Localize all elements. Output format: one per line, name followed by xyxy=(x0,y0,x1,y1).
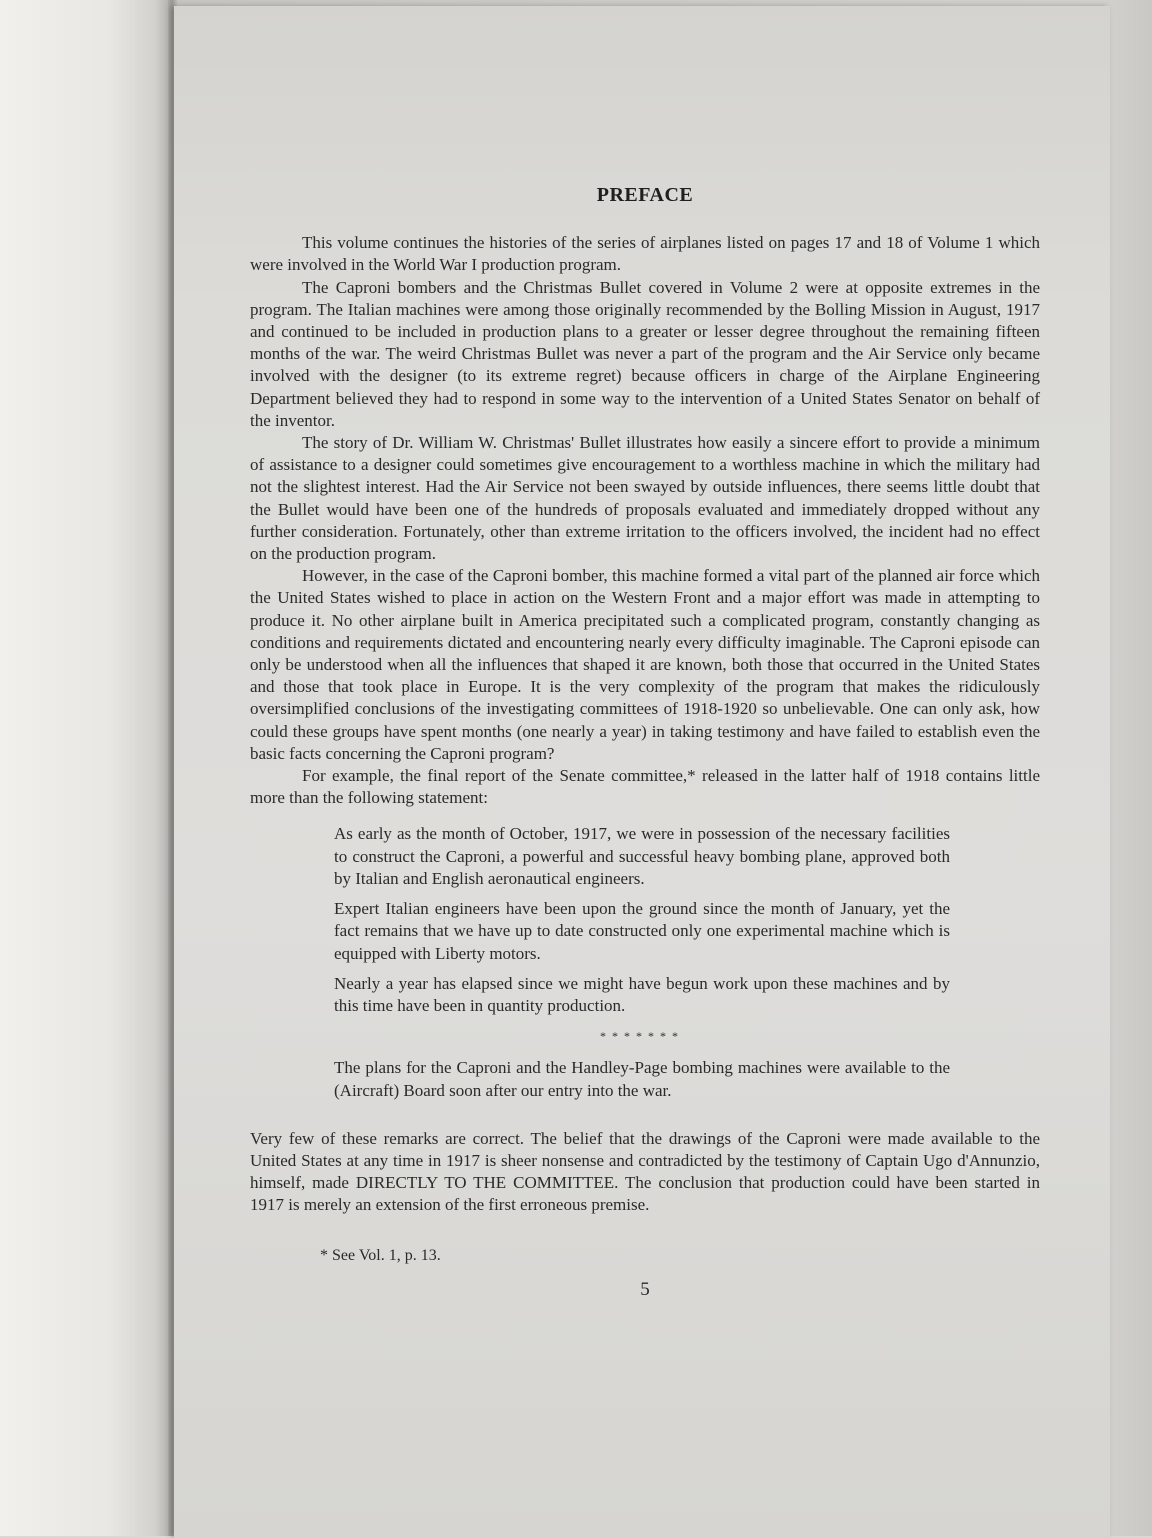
footnote: * See Vol. 1, p. 13. xyxy=(320,1246,441,1264)
paragraph: The Caproni bombers and the Christmas Bullet covered in Volume 2 were at opposite extremes in the program. The Italian machines were among those originally recommended by the Bolling Mission in August, 1917 and continued to be included in production plans to a greater or lesser degree throughout the remaining fifteen months of the war. The weird Christmas Bullet was never a part of the program and the Air Service only became involved with the designer (to its extreme regret) because officers in charge of the Airplane Engineering Department believed they had to respond in some way to the intervention of a United States Senator on behalf of the inventor. xyxy=(250,277,1040,430)
paragraph: This volume continues the histories of the series of airplanes listed on pages 17 and 18 of Volume 1 which were involved in the World War I production program. xyxy=(250,233,1040,275)
quote-paragraph: Expert Italian engineers have been upon the ground since the month of January, yet the fact remains that we have up to date constructed only one experimental machine which is equipped with Liberty motors. xyxy=(334,899,950,963)
quote-paragraph: Nearly a year has elapsed since we might have begun work upon these machines and by this time have been in quantity production. xyxy=(334,973,950,1015)
section-break-stars: ******* xyxy=(600,1029,684,1044)
paragraph: However, in the case of the Caproni bomber, this machine formed a vital part of the planned air force which the United States wished to place in action on the Western Front and a major effort was made in attempting to produce it. No other airplane built in America precipitated such a complicated program, constantly changing as conditions and requirements dictated and encountering nearly every difficulty imaginable. The Caproni episode can only be understood when all the influences that shaped it are known, both those that occurred in the United States and those that took place in Europe. It is the very complexity of the program that makes the ridiculously oversimplified conclusions of the investigating committees of 1918-1920 so unbelievable. One can only ask, how could these groups have spent months (one nearly a year) in taking testimony and have failed to establish even the basic facts concerning the Caproni program? xyxy=(250,566,1040,763)
paragraph: For example, the final report of the Senate committee,* released in the latter half of 1918 contains little more than the following statement: xyxy=(250,766,1040,808)
block-quote xyxy=(334,823,950,1101)
quote-paragraph: The plans for the Caproni and the Handley-Page bombing machines were available to the (Aircraft) Board soon after our entry into the war. xyxy=(334,1058,950,1100)
quote-paragraph: As early as the month of October, 1917, we were in possession of the necessary facilities to construct the Caproni, a powerful and successful heavy bombing plane, approved both by Italian and English aeronautical engineers. xyxy=(334,824,950,888)
facing-page-edge xyxy=(0,0,168,1536)
page-title: PREFACE xyxy=(596,184,694,206)
page-text xyxy=(250,180,1040,1301)
closing-paragraph: Very few of these remarks are correct. The belief that the drawings of the Caproni were made available to the United States at any time in 1917 is sheer nonsense and contradicted by the testimony of Captain Ugo d'Annunzio, himself, made DIRECTLY TO THE COMMITTEE. The conclusion that production could have been started in 1917 is merely an extension of the first erroneous premise. xyxy=(250,1128,1040,1215)
paragraph: The story of Dr. William W. Christmas' Bullet illustrates how easily a sincere effort to provide a minimum of assistance to a designer could sometimes give encouragement to a worthless machine in which the military had not the slightest interest. Had the Air Service not been swayed by outside influences, there seems little doubt that the Bullet would have been one of the hundreds of proposals evaluated and immediately dropped without any further consideration. Fortunately, other than extreme irritation to the officers involved, the incident had no effect on the production program. xyxy=(250,433,1040,564)
page-number: 5 xyxy=(640,1278,650,1300)
